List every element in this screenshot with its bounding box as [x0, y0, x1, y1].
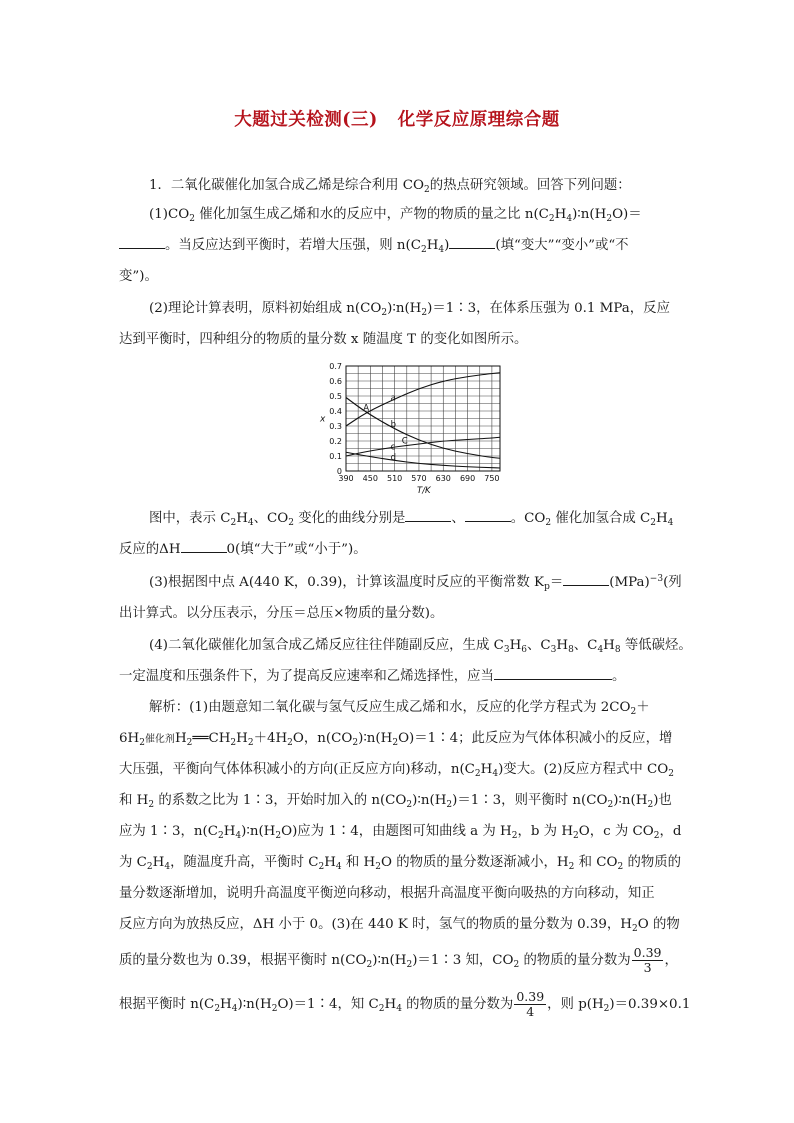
y-tick-label: 0.6 [329, 377, 342, 386]
y-tick-label: 0.5 [329, 392, 342, 401]
answer-blank[interactable] [494, 667, 612, 680]
x-tick-label: 570 [411, 474, 427, 483]
answer-blank[interactable] [465, 509, 511, 522]
fraction: $\frac{0.39}{4}$ [516, 989, 545, 1019]
series-line-b [346, 398, 500, 459]
point-label-C: C [401, 436, 408, 447]
equilibrium-chart [314, 360, 514, 498]
solution-line-4: 和 $H_2$ 的系数之比为 1∶3，开始时加入的 $n(CO_2)∶n(H_2)=1∶3$，则平衡时 $n(CO_2)∶n(H_2)$也 [119, 793, 672, 810]
y-tick-label: 0.7 [329, 362, 342, 371]
solution-line-2: $6H_2$催化剂$H_2══CH_2H_2+4H_2O$，$n(CO_2)∶n(H_2O)=1∶4$；此反应为气体体积减小的反应，增 [119, 731, 673, 748]
answer-blank[interactable] [181, 540, 227, 553]
y-tick-label: 0.3 [329, 422, 342, 431]
question-1-intro: 1．二氧化碳催化加氢合成乙烯是综合利用 $CO_2$的热点研究领域。回答下列问题： [149, 178, 631, 195]
solution-line-1: 解析：(1)由题意知二氧化碳与氢气反应生成乙烯和水，反应的化学方程式为 $2CO_2+$ [149, 700, 650, 717]
title-right: 化学反应原理综合题 [397, 110, 560, 130]
y-axis-label: x [320, 414, 326, 425]
series-line-d [346, 452, 500, 468]
part-3-line-1: (3)根据图中点 A(440 K，0.39)，计算该温度时反应的平衡常数 $K_p= (MPa)^{-3}$(列 [149, 574, 682, 592]
answer-blank[interactable] [449, 236, 495, 249]
solution-line-10: 根据平衡时 $n(C_2H_4)∶n(H_2O)=1∶4$，知 $C_2H_4$ 的物质的量分数为 $\frac{0.39}{4}$ ，则 $p(H_2)=0.39\times 0.1$ [119, 989, 691, 1019]
solution-line-6: 为 $C_2H_4$，随温度升高，平衡时 $C_2H_4$ 和 $H_2O$ 的物质的量分数逐渐减小，$H_2$ 和 $CO_2$ 的物质的 [119, 855, 682, 872]
series-label-b: b [390, 419, 396, 430]
solution-line-7: 量分数逐渐增加，说明升高温度平衡逆向移动，根据升高温度平衡向吸热的方向移动，知正 [119, 886, 655, 901]
solution-line-3: 大压强，平衡向气体体积减小的方向(正反应方向)移动，$n(C_2H_4)$变大。(2)反应方程式中 $CO_2$ [119, 762, 674, 779]
part-4-line-1: (4)二氧化碳催化加氢合成乙烯反应往往伴随副反应，生成 $C_3H_6$、$C_3H_8$、$C_4H_8$ 等低碳烃。 [149, 638, 692, 655]
figure-question-line-2: 反应的ΔH 0(填“大于”或“小于”)。 [119, 542, 367, 557]
figure-question-line-1: 图中，表示 $C_2H_4$、$CO_2$ 变化的曲线分别是 、 。$CO_2$ 催化加氢合成 $C_2H_4$ [149, 511, 674, 528]
x-tick-label: 390 [338, 474, 354, 483]
part-3-line-2: 出计算式。以分压表示，分压＝总压×物质的量分数)。 [119, 606, 444, 621]
x-axis-label: T/K [417, 486, 431, 496]
answer-blank[interactable] [405, 509, 451, 522]
page-title [0, 106, 794, 131]
solution-line-9: 质的量分数也为 0.39，根据平衡时 $n(CO_2)∶n(H_2)=1∶3$ 知，$CO_2$ 的物质的量分数为 $\frac{0.39}{3}$ ， [119, 945, 678, 975]
x-tick-label: 450 [362, 474, 378, 483]
series-line-c [346, 437, 500, 456]
answer-blank[interactable] [119, 236, 165, 249]
answer-blank[interactable] [563, 573, 609, 586]
x-tick-label: 750 [484, 474, 500, 483]
y-tick-label: 0 [336, 467, 342, 476]
part-1-line-3: 变”)。 [119, 269, 158, 284]
y-tick-label: 0.1 [329, 452, 342, 461]
part-2-line-1: (2)理论计算表明，原料初始组成 $n(CO_2)∶n(H_2)=1∶3$，在体系压强为 0.1 MPa，反应 [149, 301, 670, 318]
series-label-c: c [390, 442, 396, 453]
title-left: 大题过关检测(三) [234, 110, 378, 130]
x-tick-label: 510 [386, 474, 403, 483]
fraction: $\frac{0.39}{3}$ [633, 945, 662, 975]
series-label-a: a [390, 393, 396, 404]
y-tick-label: 0.2 [329, 437, 342, 446]
part-2-line-2: 达到平衡时，四种组分的物质的量分数 x 随温度 T 的变化如图所示。 [119, 332, 528, 347]
y-tick-label: 0.4 [329, 407, 342, 416]
part-1-line-1: $(1)CO_2$ 催化加氢生成乙烯和水的反应中，产物的物质的量之比 $n(C_2H_4)∶n(H_2O)=$ [149, 207, 642, 224]
x-tick-label: 690 [459, 474, 476, 483]
solution-line-8: 反应方向为放热反应，ΔH 小于 0。(3)在 440 K 时，氢气的物质的量分数为 0.39，$H_2O$ 的物 [119, 917, 680, 934]
point-label-A: A [363, 403, 370, 414]
part-1-line-2: 。当反应达到平衡时，若增大压强，则 $n(C_2H_4)$ (填“变大”“变小”或“不 [119, 236, 675, 256]
x-tick-label: 630 [435, 474, 451, 483]
part-4-line-2: 一定温度和压强条件下，为了提高反应速率和乙烯选择性，应当 。 [119, 669, 626, 684]
solution-line-5: 应为 1∶3，$n(C_2H_4)∶n(H_2O)$应为 1∶4，由题图可知曲线 a 为 $H_2$，b 为 $H_2O$，c 为 $CO_2$，d [119, 824, 682, 841]
series-label-d: d [390, 453, 396, 464]
